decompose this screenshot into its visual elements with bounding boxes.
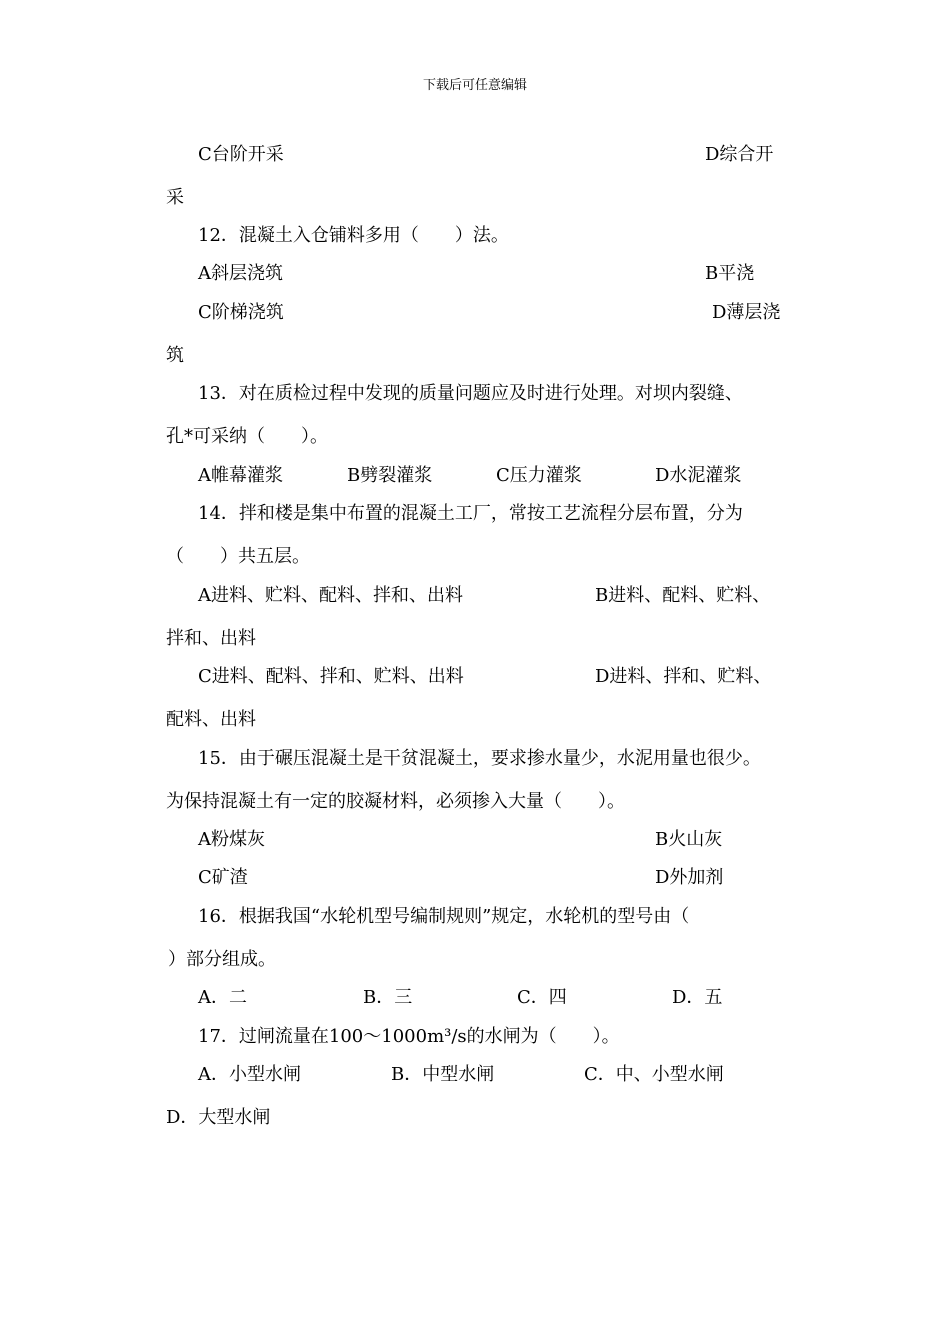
q15-stem-line2: 为保持混凝土有一定的胶凝材料，必须掺入大量（ ）。 <box>166 791 625 812</box>
q14-option-d: D进料、拌和、贮料、 <box>595 666 772 687</box>
q12-stem: 12．混凝土入仓铺料多用（ ）法。 <box>198 225 509 246</box>
q11-option-d: D综合开 <box>705 144 774 165</box>
q17-option-d: D．大型水闸 <box>166 1107 271 1128</box>
q17-option-c: C．中、小型水闸 <box>584 1064 724 1085</box>
q13-option-d: D水泥灌浆 <box>655 465 742 486</box>
q11-option-c: C台阶开采 <box>198 144 284 165</box>
q12-option-a: A斜层浇筑 <box>198 263 283 284</box>
q12-option-d-wrap: 筑 <box>166 345 184 366</box>
q14-option-c: C进料、配料、拌和、贮料、出料 <box>198 666 464 687</box>
q16-option-a: A．二 <box>198 987 247 1008</box>
q16-stem-line2: ）部分组成。 <box>168 949 276 970</box>
q17-stem: 17．过闸流量在100～1000m³/s的水闸为（ ）。 <box>198 1026 620 1047</box>
q12-option-d: D薄层浇 <box>712 302 781 323</box>
q16-option-c: C．四 <box>517 987 567 1008</box>
q17-option-b: B．中型水闸 <box>391 1064 495 1085</box>
q12-option-b: B平浇 <box>705 263 755 284</box>
q14-stem-line2: （ ）共五层。 <box>166 546 310 567</box>
q16-stem-line1: 16．根据我国“水轮机型号编制规则”规定，水轮机的型号由（ <box>198 906 690 927</box>
q15-option-b: B火山灰 <box>655 829 723 850</box>
q16-option-b: B．三 <box>363 987 413 1008</box>
q14-option-b-wrap: 拌和、出料 <box>166 628 256 649</box>
q13-option-b: B劈裂灌浆 <box>347 465 433 486</box>
q14-option-b: B进料、配料、贮料、 <box>595 585 771 606</box>
q13-stem-line2: 孔*可采纳（ ）。 <box>166 426 328 447</box>
q17-option-a: A．小型水闸 <box>198 1064 301 1085</box>
q14-option-d-wrap: 配料、出料 <box>166 709 256 730</box>
q13-stem-line1: 13．对在质检过程中发现的质量问题应及时进行处理。对坝内裂缝、 <box>198 383 743 404</box>
q14-stem-line1: 14．拌和楼是集中布置的混凝土工厂，常按工艺流程分层布置，分为 <box>198 503 743 524</box>
page-header: 下载后可任意编辑 <box>422 78 527 93</box>
q13-option-c: C压力灌浆 <box>496 465 582 486</box>
q15-option-d: D外加剂 <box>655 867 724 888</box>
q15-option-c: C矿渣 <box>198 867 248 888</box>
q16-option-d: D．五 <box>672 987 723 1008</box>
q15-option-a: A粉煤灰 <box>198 829 265 850</box>
q15-stem-line1: 15．由于碾压混凝土是干贫混凝土，要求掺水量少，水泥用量也很少。 <box>198 748 761 769</box>
q14-option-a: A进料、贮料、配料、拌和、出料 <box>198 585 463 606</box>
q13-option-a: A帷幕灌浆 <box>198 465 283 486</box>
q12-option-c: C阶梯浇筑 <box>198 302 284 323</box>
q11-option-d-wrap: 采 <box>166 187 184 208</box>
